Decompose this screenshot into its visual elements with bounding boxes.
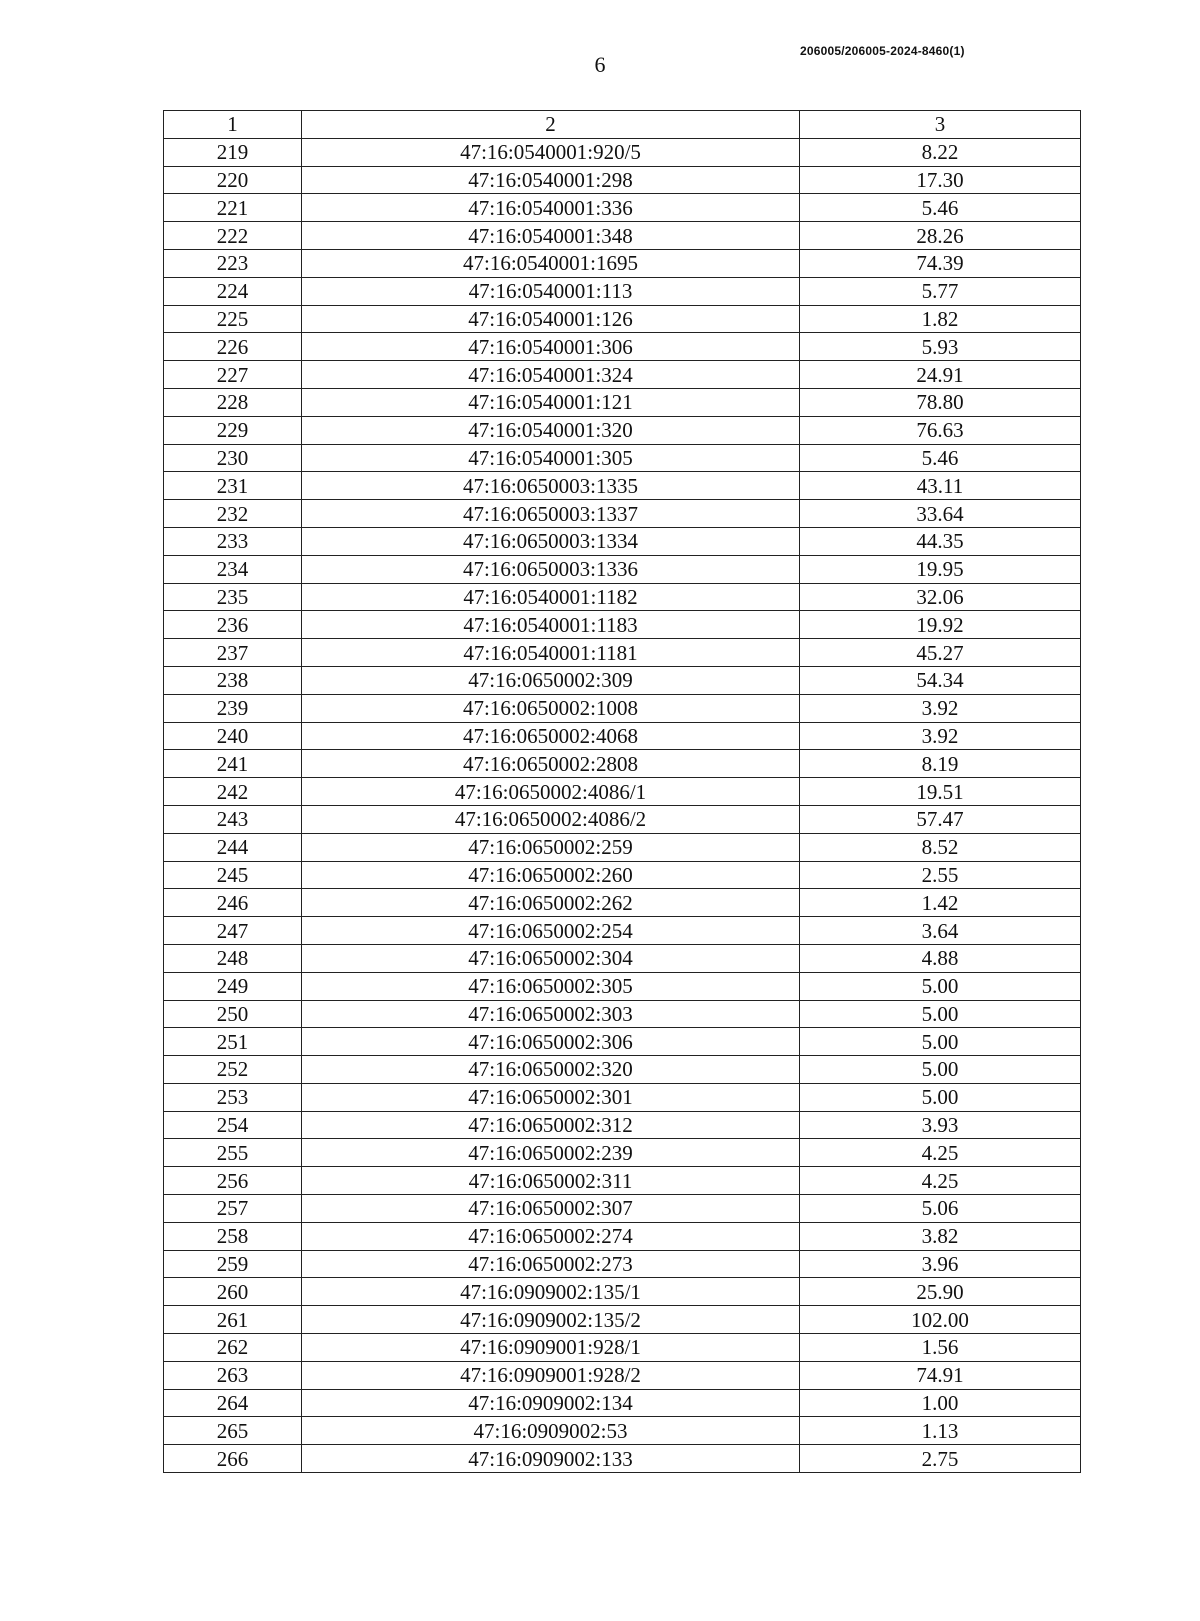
value-cell: 25.90 bbox=[800, 1278, 1081, 1306]
value-cell: 76.63 bbox=[800, 416, 1081, 444]
table-row bbox=[164, 194, 1081, 222]
table-row bbox=[164, 277, 1081, 305]
cadastral-number-cell: 47:16:0650002:301 bbox=[302, 1083, 800, 1111]
value-cell: 45.27 bbox=[800, 639, 1081, 667]
row-number-cell: 229 bbox=[164, 416, 302, 444]
table-row bbox=[164, 1167, 1081, 1195]
row-number-cell: 251 bbox=[164, 1028, 302, 1056]
table-row bbox=[164, 611, 1081, 639]
table-row bbox=[164, 222, 1081, 250]
table-row bbox=[164, 527, 1081, 555]
cadastral-number-cell: 47:16:0650002:239 bbox=[302, 1139, 800, 1167]
row-number-cell: 237 bbox=[164, 639, 302, 667]
cadastral-number-cell: 47:16:0650003:1335 bbox=[302, 472, 800, 500]
cadastral-number-cell: 47:16:0540001:121 bbox=[302, 388, 800, 416]
value-cell: 1.13 bbox=[800, 1417, 1081, 1445]
cadastral-number-cell: 47:16:0909002:53 bbox=[302, 1417, 800, 1445]
table-row bbox=[164, 1000, 1081, 1028]
table-header bbox=[164, 111, 1081, 139]
row-number-cell: 232 bbox=[164, 500, 302, 528]
cadastral-number-cell: 47:16:0909002:135/1 bbox=[302, 1278, 800, 1306]
row-number-cell: 223 bbox=[164, 249, 302, 277]
table-row bbox=[164, 361, 1081, 389]
cadastral-number-cell: 47:16:0540001:305 bbox=[302, 444, 800, 472]
table-row bbox=[164, 1417, 1081, 1445]
table-row bbox=[164, 555, 1081, 583]
row-number-cell: 231 bbox=[164, 472, 302, 500]
cadastral-number-cell: 47:16:0650002:309 bbox=[302, 666, 800, 694]
table-row bbox=[164, 1306, 1081, 1334]
table-row bbox=[164, 1222, 1081, 1250]
table-row bbox=[164, 444, 1081, 472]
row-number-cell: 225 bbox=[164, 305, 302, 333]
value-cell: 5.00 bbox=[800, 972, 1081, 1000]
value-cell: 5.06 bbox=[800, 1195, 1081, 1223]
table-row bbox=[164, 249, 1081, 277]
row-number-cell: 234 bbox=[164, 555, 302, 583]
value-cell: 5.77 bbox=[800, 277, 1081, 305]
row-number-cell: 246 bbox=[164, 889, 302, 917]
table-row bbox=[164, 972, 1081, 1000]
row-number-cell: 230 bbox=[164, 444, 302, 472]
cadastral-number-cell: 47:16:0909002:134 bbox=[302, 1389, 800, 1417]
value-cell: 5.46 bbox=[800, 444, 1081, 472]
cadastral-number-cell: 47:16:0650002:4086/1 bbox=[302, 778, 800, 806]
table-row bbox=[164, 639, 1081, 667]
value-cell: 3.92 bbox=[800, 722, 1081, 750]
cadastral-number-cell: 47:16:0650002:312 bbox=[302, 1111, 800, 1139]
value-cell: 57.47 bbox=[800, 805, 1081, 833]
row-number-cell: 259 bbox=[164, 1250, 302, 1278]
cadastral-number-cell: 47:16:0540001:1181 bbox=[302, 639, 800, 667]
cadastral-number-cell: 47:16:0540001:1182 bbox=[302, 583, 800, 611]
value-cell: 19.92 bbox=[800, 611, 1081, 639]
table-row bbox=[164, 694, 1081, 722]
value-cell: 54.34 bbox=[800, 666, 1081, 694]
cadastral-number-cell: 47:16:0650002:311 bbox=[302, 1167, 800, 1195]
table-row bbox=[164, 1056, 1081, 1084]
value-cell: 43.11 bbox=[800, 472, 1081, 500]
row-number-cell: 220 bbox=[164, 166, 302, 194]
table-row bbox=[164, 778, 1081, 806]
value-cell: 8.22 bbox=[800, 138, 1081, 166]
value-cell: 3.82 bbox=[800, 1222, 1081, 1250]
table-row bbox=[164, 583, 1081, 611]
cadastral-number-cell: 47:16:0540001:298 bbox=[302, 166, 800, 194]
value-cell: 5.00 bbox=[800, 1056, 1081, 1084]
cadastral-number-cell: 47:16:0909001:928/2 bbox=[302, 1361, 800, 1389]
cadastral-number-cell: 47:16:0540001:336 bbox=[302, 194, 800, 222]
row-number-cell: 261 bbox=[164, 1306, 302, 1334]
document-id: 206005/206005-2024-8460(1) bbox=[800, 44, 965, 58]
table-row bbox=[164, 805, 1081, 833]
table-row bbox=[164, 166, 1081, 194]
cadastral-number-cell: 47:16:0650002:4068 bbox=[302, 722, 800, 750]
table-row bbox=[164, 833, 1081, 861]
value-cell: 32.06 bbox=[800, 583, 1081, 611]
table-row bbox=[164, 416, 1081, 444]
page-number: 6 bbox=[594, 52, 606, 77]
cadastral-number-cell: 47:16:0650002:1008 bbox=[302, 694, 800, 722]
cadastral-number-cell: 47:16:0540001:126 bbox=[302, 305, 800, 333]
table-row bbox=[164, 722, 1081, 750]
table-row bbox=[164, 333, 1081, 361]
value-cell: 24.91 bbox=[800, 361, 1081, 389]
table-row bbox=[164, 1334, 1081, 1362]
row-number-cell: 260 bbox=[164, 1278, 302, 1306]
value-cell: 5.00 bbox=[800, 1028, 1081, 1056]
table-row bbox=[164, 1083, 1081, 1111]
cadastral-number-cell: 47:16:0650002:320 bbox=[302, 1056, 800, 1084]
row-number-cell: 252 bbox=[164, 1056, 302, 1084]
row-number-cell: 226 bbox=[164, 333, 302, 361]
row-number-cell: 222 bbox=[164, 222, 302, 250]
row-number-cell: 262 bbox=[164, 1334, 302, 1362]
row-number-cell: 221 bbox=[164, 194, 302, 222]
cadastral-number-cell: 47:16:0909002:133 bbox=[302, 1445, 800, 1473]
table-row bbox=[164, 889, 1081, 917]
value-cell: 8.19 bbox=[800, 750, 1081, 778]
cadastral-number-cell: 47:16:0650002:260 bbox=[302, 861, 800, 889]
row-number-cell: 228 bbox=[164, 388, 302, 416]
row-number-cell: 258 bbox=[164, 1222, 302, 1250]
value-cell: 1.56 bbox=[800, 1334, 1081, 1362]
column-header: 1 bbox=[164, 111, 302, 139]
value-cell: 5.00 bbox=[800, 1000, 1081, 1028]
cadastral-number-cell: 47:16:0540001:306 bbox=[302, 333, 800, 361]
table-row bbox=[164, 666, 1081, 694]
row-number-cell: 247 bbox=[164, 917, 302, 945]
value-cell: 19.95 bbox=[800, 555, 1081, 583]
value-cell: 102.00 bbox=[800, 1306, 1081, 1334]
table-row bbox=[164, 1028, 1081, 1056]
row-number-cell: 250 bbox=[164, 1000, 302, 1028]
value-cell: 1.42 bbox=[800, 889, 1081, 917]
row-number-cell: 238 bbox=[164, 666, 302, 694]
table-row bbox=[164, 944, 1081, 972]
cadastral-number-cell: 47:16:0650002:307 bbox=[302, 1195, 800, 1223]
value-cell: 5.93 bbox=[800, 333, 1081, 361]
value-cell: 19.51 bbox=[800, 778, 1081, 806]
row-number-cell: 249 bbox=[164, 972, 302, 1000]
column-header: 2 bbox=[302, 111, 800, 139]
value-cell: 1.00 bbox=[800, 1389, 1081, 1417]
cadastral-number-cell: 47:16:0909001:928/1 bbox=[302, 1334, 800, 1362]
value-cell: 4.25 bbox=[800, 1139, 1081, 1167]
row-number-cell: 239 bbox=[164, 694, 302, 722]
value-cell: 5.46 bbox=[800, 194, 1081, 222]
cadastral-number-cell: 47:16:0650002:262 bbox=[302, 889, 800, 917]
cadastral-number-cell: 47:16:0540001:348 bbox=[302, 222, 800, 250]
cadastral-number-cell: 47:16:0650002:274 bbox=[302, 1222, 800, 1250]
cadastral-number-cell: 47:16:0540001:920/5 bbox=[302, 138, 800, 166]
value-cell: 3.96 bbox=[800, 1250, 1081, 1278]
cadastral-number-cell: 47:16:0540001:324 bbox=[302, 361, 800, 389]
row-number-cell: 241 bbox=[164, 750, 302, 778]
row-number-cell: 265 bbox=[164, 1417, 302, 1445]
cadastral-number-cell: 47:16:0540001:1183 bbox=[302, 611, 800, 639]
row-number-cell: 255 bbox=[164, 1139, 302, 1167]
row-number-cell: 227 bbox=[164, 361, 302, 389]
cadastral-number-cell: 47:16:0650002:303 bbox=[302, 1000, 800, 1028]
value-cell: 28.26 bbox=[800, 222, 1081, 250]
value-cell: 3.93 bbox=[800, 1111, 1081, 1139]
row-number-cell: 224 bbox=[164, 277, 302, 305]
row-number-cell: 242 bbox=[164, 778, 302, 806]
table-row bbox=[164, 1445, 1081, 1473]
cadastral-number-cell: 47:16:0650002:305 bbox=[302, 972, 800, 1000]
row-number-cell: 236 bbox=[164, 611, 302, 639]
row-number-cell: 219 bbox=[164, 138, 302, 166]
column-header: 3 bbox=[800, 111, 1081, 139]
cadastral-number-cell: 47:16:0650002:306 bbox=[302, 1028, 800, 1056]
cadastral-number-cell: 47:16:0650002:4086/2 bbox=[302, 805, 800, 833]
value-cell: 17.30 bbox=[800, 166, 1081, 194]
row-number-cell: 263 bbox=[164, 1361, 302, 1389]
cadastral-number-cell: 47:16:0650003:1336 bbox=[302, 555, 800, 583]
value-cell: 2.75 bbox=[800, 1445, 1081, 1473]
cadastral-number-cell: 47:16:0650002:259 bbox=[302, 833, 800, 861]
cadastral-number-cell: 47:16:0650003:1334 bbox=[302, 527, 800, 555]
cadastral-number-cell: 47:16:0540001:1695 bbox=[302, 249, 800, 277]
table-row bbox=[164, 500, 1081, 528]
row-number-cell: 244 bbox=[164, 833, 302, 861]
row-number-cell: 243 bbox=[164, 805, 302, 833]
row-number-cell: 235 bbox=[164, 583, 302, 611]
cadastral-number-cell: 47:16:0650003:1337 bbox=[302, 500, 800, 528]
table-row bbox=[164, 1250, 1081, 1278]
table-row bbox=[164, 1278, 1081, 1306]
table-row bbox=[164, 305, 1081, 333]
row-number-cell: 257 bbox=[164, 1195, 302, 1223]
value-cell: 78.80 bbox=[800, 388, 1081, 416]
value-cell: 44.35 bbox=[800, 527, 1081, 555]
value-cell: 2.55 bbox=[800, 861, 1081, 889]
table-body bbox=[164, 138, 1081, 1472]
table-row bbox=[164, 861, 1081, 889]
row-number-cell: 266 bbox=[164, 1445, 302, 1473]
cadastral-number-cell: 47:16:0650002:2808 bbox=[302, 750, 800, 778]
value-cell: 4.25 bbox=[800, 1167, 1081, 1195]
value-cell: 8.52 bbox=[800, 833, 1081, 861]
value-cell: 5.00 bbox=[800, 1083, 1081, 1111]
data-table bbox=[163, 110, 1081, 1473]
table-row bbox=[164, 1195, 1081, 1223]
value-cell: 3.64 bbox=[800, 917, 1081, 945]
value-cell: 33.64 bbox=[800, 500, 1081, 528]
row-number-cell: 254 bbox=[164, 1111, 302, 1139]
cadastral-number-cell: 47:16:0540001:113 bbox=[302, 277, 800, 305]
table-row bbox=[164, 917, 1081, 945]
value-cell: 1.82 bbox=[800, 305, 1081, 333]
row-number-cell: 248 bbox=[164, 944, 302, 972]
value-cell: 4.88 bbox=[800, 944, 1081, 972]
row-number-cell: 253 bbox=[164, 1083, 302, 1111]
table-row bbox=[164, 1389, 1081, 1417]
table-row bbox=[164, 472, 1081, 500]
cadastral-number-cell: 47:16:0909002:135/2 bbox=[302, 1306, 800, 1334]
cadastral-number-cell: 47:16:0650002:273 bbox=[302, 1250, 800, 1278]
row-number-cell: 256 bbox=[164, 1167, 302, 1195]
row-number-cell: 245 bbox=[164, 861, 302, 889]
cadastral-number-cell: 47:16:0650002:304 bbox=[302, 944, 800, 972]
table-row bbox=[164, 1139, 1081, 1167]
cadastral-number-cell: 47:16:0540001:320 bbox=[302, 416, 800, 444]
table-row bbox=[164, 138, 1081, 166]
row-number-cell: 233 bbox=[164, 527, 302, 555]
table-row bbox=[164, 750, 1081, 778]
table-row bbox=[164, 1111, 1081, 1139]
value-cell: 3.92 bbox=[800, 694, 1081, 722]
row-number-cell: 240 bbox=[164, 722, 302, 750]
table-header-row bbox=[164, 111, 1081, 139]
row-number-cell: 264 bbox=[164, 1389, 302, 1417]
cadastral-number-cell: 47:16:0650002:254 bbox=[302, 917, 800, 945]
value-cell: 74.39 bbox=[800, 249, 1081, 277]
value-cell: 74.91 bbox=[800, 1361, 1081, 1389]
table-row bbox=[164, 388, 1081, 416]
table-row bbox=[164, 1361, 1081, 1389]
